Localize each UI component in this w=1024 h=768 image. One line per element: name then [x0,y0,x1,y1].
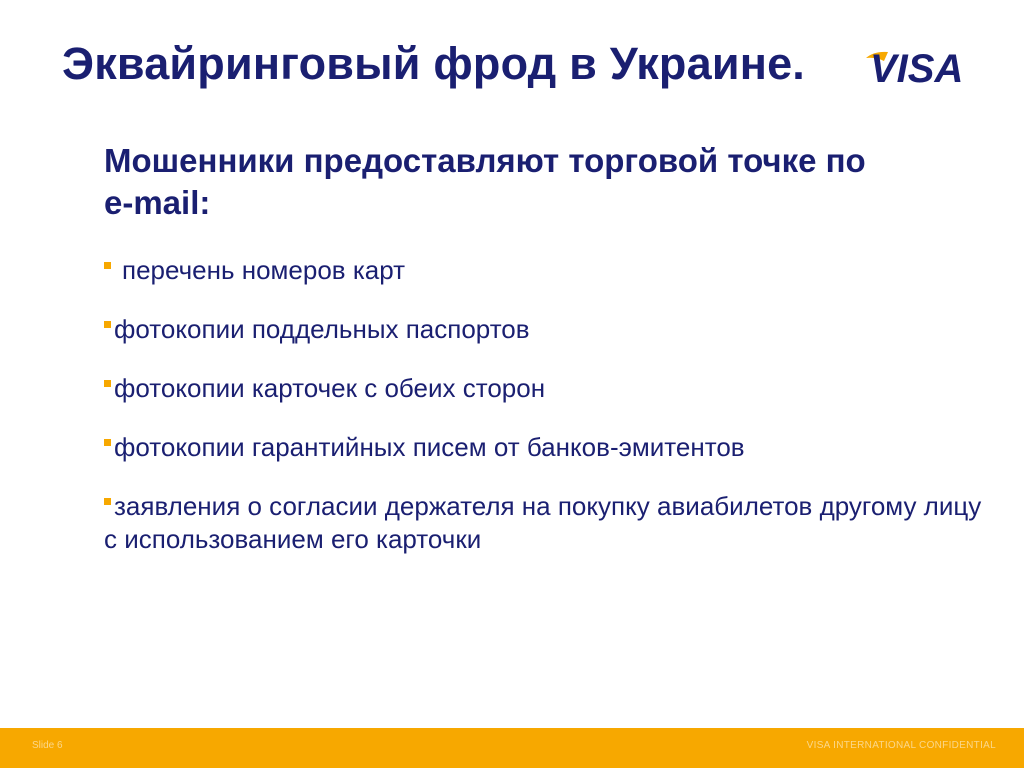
list-item [104,431,984,464]
list-item-text: перечень номеров карт [122,255,406,285]
list-item [104,313,984,346]
square-bullet-icon [104,321,111,328]
bullet-list [104,254,984,582]
visa-logo-text: VISA [870,47,964,86]
list-item [104,372,984,405]
list-item-text: заявления о согласии держателя на покупку авиабилетов другому лицу с использованием его карточки [104,491,982,554]
list-item [104,254,984,287]
slide-title: Эквайринговый фрод в Украине. [62,38,806,89]
list-item-text: фотокопии карточек с обеих сторон [114,373,546,403]
slide-number: Slide 6 [32,740,63,751]
list-item-text: фотокопии гарантийных писем от банков-эмитентов [114,432,745,462]
footer-bar [0,728,1024,768]
square-bullet-icon [104,498,111,505]
list-item-text: фотокопии поддельных паспортов [114,314,530,344]
visa-logo [864,44,976,86]
square-bullet-icon [104,380,111,387]
square-bullet-icon [104,439,111,446]
list-item [104,490,984,556]
slide-subtitle: Мошенники предоставляют торговой точке по e-mail: [104,142,866,221]
confidential-label: VISA INTERNATIONAL CONFIDENTIAL [806,740,996,751]
square-bullet-icon [104,262,111,269]
